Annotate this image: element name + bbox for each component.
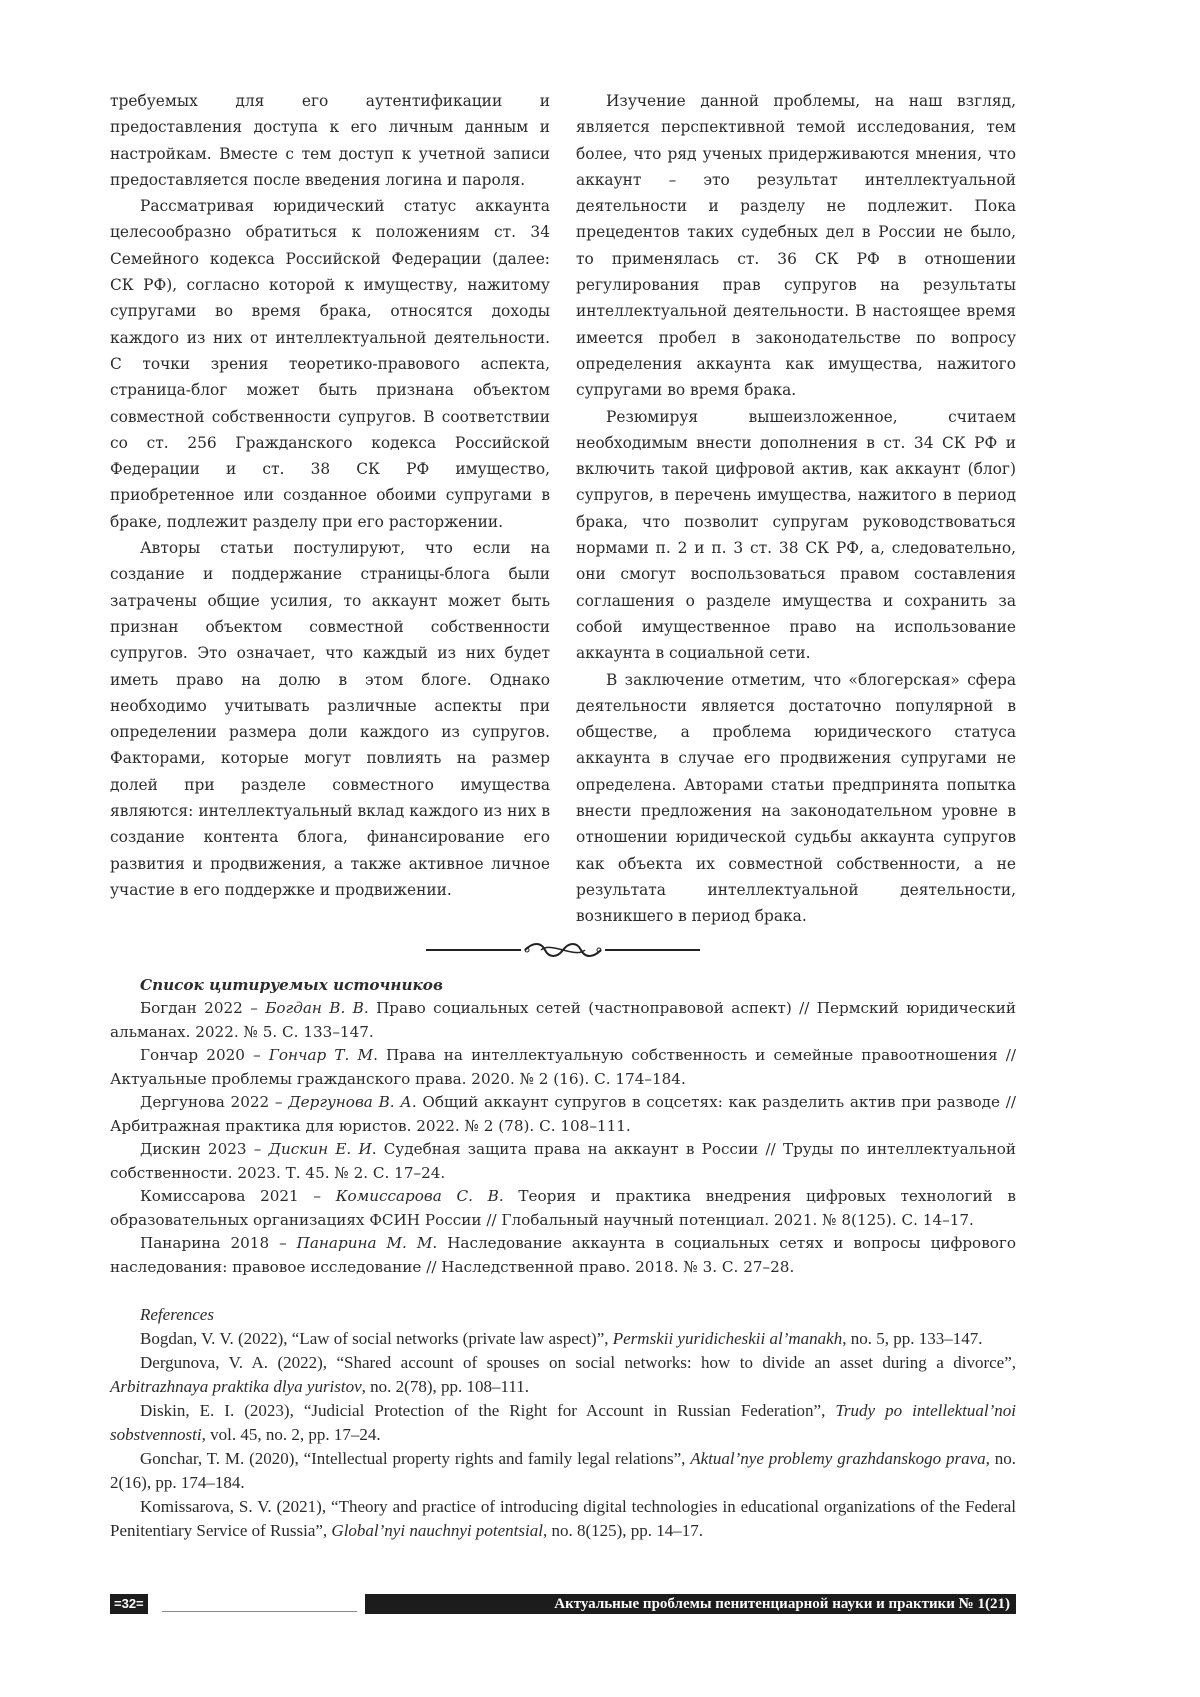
entry-details: . Наследование аккаунта в социальных сетях и вопросы цифрового наследования: правовое исследование // Наследственной право. 2018. № 3. С. 27–28. [110, 1234, 1016, 1276]
cited-sources-heading: Список цитируемых источников [140, 975, 443, 994]
entry-details: , no. 8(125), pp. 14–17. [542, 1521, 704, 1540]
journal-title-bar: Актуальные проблемы пенитенциарной науки и практики № 1(21) [365, 1594, 1016, 1614]
entry-citation: Dergunova, V. A. (2022), “Shared account of spouses on social networks: how to divide an asset during a divorce”, [140, 1353, 1016, 1372]
entry-details: . Теория и практика внедрения цифровых технологий в образовательных организациях ФСИН России // Глобальный научный потенциал. 2021. № 8(125). С. 14–17. [110, 1187, 1016, 1229]
paragraph: требуемых для его аутентификации и предоставления доступа к его личным данным и настройкам. Вместе с тем доступ к учетной записи предоставляется после введения логина и пароля. [110, 92, 550, 189]
entry-details: , no. 2(16), pp. 174–184. [110, 1449, 1017, 1492]
entry-details: . Судебная защита права на аккаунт в России // Труды по интеллектуальной собственности. 2023. Т. 45. № 2. С. 17–24. [110, 1140, 1016, 1182]
entry-citation: Komissarova, S. V. (2021), “Theory and practice of introducing digital technologies in educational organizations of the Federal Penitentiary Service of Russia”, [110, 1497, 1016, 1540]
references-list [110, 1303, 1016, 1543]
page-footer [110, 1594, 1016, 1614]
entry-citation: Diskin, E. I. (2023), “Judicial Protection of the Right for Account in Russian Federation”, [140, 1401, 836, 1420]
entry-author: Дергунова В. А [288, 1093, 412, 1111]
entry-details: . Общий аккаунт супругов в соцсетях: как разделить актив при разводе // Арбитражная практика для юристов. 2022. № 2 (78). С. 108–111. [110, 1093, 1016, 1135]
entry-details: , vol. 45, no. 2, pp. 17–24. [201, 1425, 381, 1444]
entry-citation: Gonchar, T. M. (2020), “Intellectual property rights and family legal relations”, [140, 1449, 691, 1468]
reference-entry [110, 1495, 1016, 1543]
cited-source-entry [110, 1232, 1016, 1279]
cited-source-entry [110, 1138, 1016, 1185]
reference-entry [110, 1327, 1016, 1351]
section-divider [110, 938, 1016, 962]
cited-source-entry [110, 1091, 1016, 1138]
entry-details: . Право социальных сетей (частноправовой аспект) // Пермский юридический альманах. 2022. № 5. С. 133–147. [110, 999, 1017, 1041]
entry-key: Дискин 2023 – [140, 1140, 269, 1158]
entry-details: , no. 2(78), pp. 108–111. [361, 1377, 529, 1396]
entry-key: Богдан 2022 – [140, 999, 266, 1017]
paragraph: Резюмируя вышеизложенное, считаем необходимым внести дополнения в ст. 34 СК РФ и включить такой цифровой актив, как аккаунт (блог) супругов, в перечень имущества, нажитого в период брака, что позволит супругам руководствоваться нормами п. 2 и п. 3 ст. 38 СК РФ, а, следовательно, они смогут воспользоваться правом составления соглашения о разделе имущества и сохранить за собой имущественное право на использование аккаунта в социальной сети. [576, 407, 1016, 663]
divider-line-right [605, 949, 700, 951]
entry-journal: Global’nyi nauchnyi potentsial [331, 1521, 543, 1540]
entry-author: Гончар Т. М [268, 1046, 374, 1064]
paragraph: Рассматривая юридический статус аккаунта целесообразно обратиться к положениям ст. 34 Семейного кодекса Российской Федерации (далее: СК РФ), согласно которой к имуществу, нажитому супругами во время брака, относятся доходы каждого из них от интеллектуальной деятельности. С точки зрения теоретико-правового аспекта, страница-блог может быть признана объектом совместной собственности супругов. В соответствии со ст. 256 Гражданского кодекса Российской Федерации и ст. 38 СК РФ имущество, приобретенное или созданное обоими супругами в браке, подлежит разделу при его расторжении. [110, 197, 550, 531]
reference-entry [110, 1447, 1016, 1495]
cited-source-entry [110, 1044, 1016, 1091]
entry-journal: Arbitrazhnaya praktika dlya yuristov [110, 1377, 362, 1396]
cited-source-entry [110, 997, 1016, 1044]
entry-key: Дергунова 2022 – [140, 1093, 289, 1111]
left-column [110, 88, 550, 930]
entry-key: Панарина 2018 – [140, 1234, 297, 1252]
reference-entry [110, 1399, 1016, 1447]
page-body [110, 88, 1016, 1543]
cited-sources-list [110, 974, 1016, 1280]
entry-author: Дискин Е. И [268, 1140, 372, 1158]
entry-key: Комиссарова 2021 – [140, 1187, 336, 1205]
paragraph: Изучение данной проблемы, на наш взгляд, является перспективной темой исследования, тем более, что ряд ученых придерживаются мнения, что аккаунт – это результат интеллектуальной деятельности и разделу не подлежит. Пока прецедентов таких судебных дел в России не было, то применялась ст. 36 СК РФ в отношении регулирования прав супругов на результаты интеллектуальной деятельности. В настоящее время имеется пробел в законодательстве по вопросу определения аккаунта как имущества, нажитого супругами во время брака. [576, 92, 1016, 400]
paragraph: Авторы статьи постулируют, что если на создание и поддержание страницы-блога были затрачены общие усилия, то аккаунт может быть признан объектом совместной собственности супругов. Это означает, что каждый из них будет иметь право на долю в этом блоге. Однако необходимо учитывать различные аспекты при определении размера доли каждого из супругов. Факторами, которые могут повлиять на размер долей при разделе совместного имущества являются: интеллектуальный вклад каждого из них в создание контента блога, финансирование его развития и продвижения, а также активное личное участие в его поддержке и продвижении. [110, 539, 550, 899]
entry-author: Панарина М. М [296, 1234, 433, 1252]
entry-details: . Права на интеллектуальную собственность и семейные правоотношения // Актуальные проблемы гражданского права. 2020. № 2 (16). С. 174–184. [110, 1046, 1016, 1088]
entry-author: Комиссарова С. В [335, 1187, 499, 1205]
page-number: =32= [110, 1594, 148, 1614]
entry-author: Богдан В. В [265, 999, 364, 1017]
entry-journal: Trudy po intellektual’noi sobstvennosti [110, 1401, 1016, 1444]
right-column [576, 88, 1016, 930]
paragraph: В заключение отметим, что «блогерская» сфера деятельности является достаточно популярной в обществе, а проблема юридического статуса аккаунта в случае его продвижения супругами не определена. Авторами статьи предпринята попытка внести предложения на законодательном уровне в отношении юридической судьбы аккаунта супругов как объекта их совместной собственности, а не результата интеллектуальной деятельности, возникшего в период брака. [576, 670, 1016, 926]
divider-line-left [426, 949, 521, 951]
article-columns [110, 88, 1016, 930]
ornament-flourish-icon [523, 939, 603, 961]
entry-journal: Permskii yuridicheskii al’manakh [612, 1329, 843, 1348]
reference-entry [110, 1351, 1016, 1399]
footer-rule [162, 1611, 357, 1612]
entry-citation: Bogdan, V. V. (2022), “Law of social networks (private law aspect)”, [140, 1329, 613, 1348]
cited-source-entry [110, 1185, 1016, 1232]
entry-details: , no. 5, pp. 133–147. [842, 1329, 983, 1348]
entry-key: Гончар 2020 – [140, 1046, 269, 1064]
entry-journal: Aktual’nye problemy grazhdanskogo prava [690, 1449, 986, 1468]
references-heading: References [140, 1305, 214, 1324]
